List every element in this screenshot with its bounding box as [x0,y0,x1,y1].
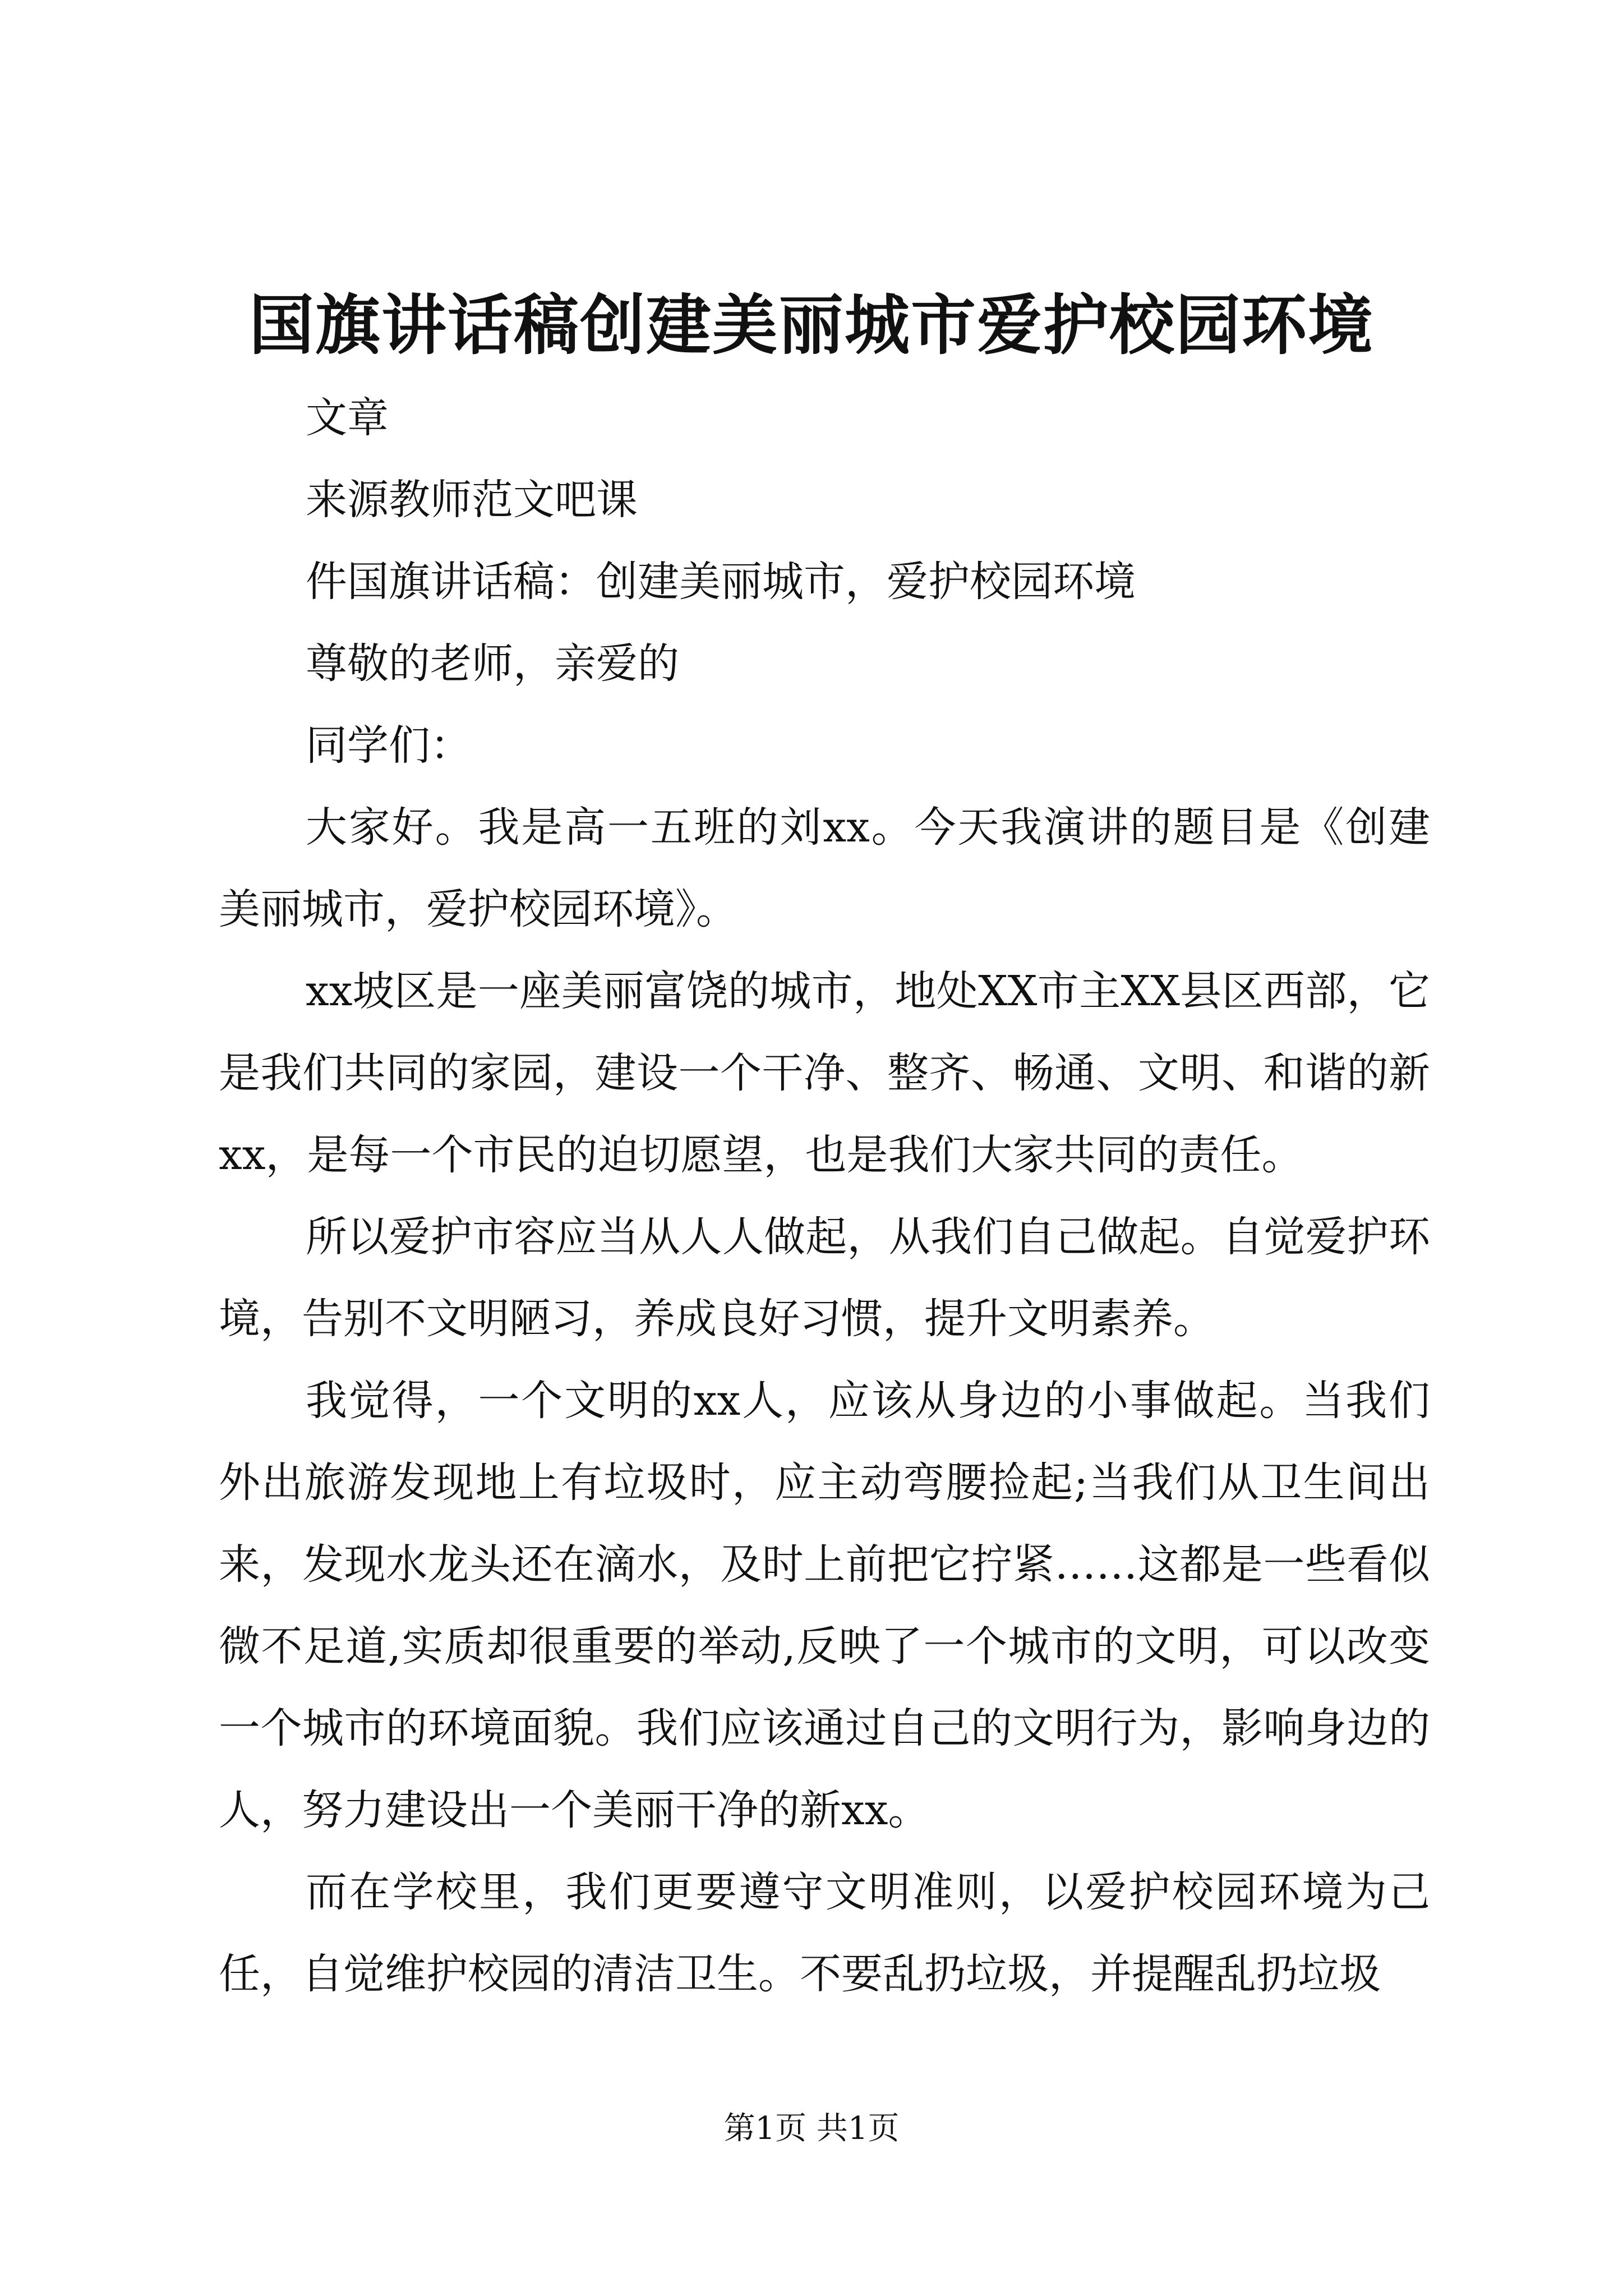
document-title: 国旗讲话稿创建美丽城市爱护校园环境 [249,287,1374,364]
paragraph: 文章 [306,394,389,442]
paragraph: 所以爱护市容应当从人人做起，从我们自己做起。自觉爱护环境，告别不文明陋习，养成良好习惯，提升文明素养。 [219,1213,1430,1343]
paragraph: 我觉得，一个文明的xx人，应该从身边的小事做起。当我们外出旅游发现地上有垃圾时，应主动弯腰捡起;当我们从卫生间出来，发现水龙头还在滴水，及时上前把它拧紧……这都是一些看似微不足道,实质却很重要的举动,反映了一个城市的文明，可以改变一个城市的环境面貌。我们应该通过自己的文明行为，影响身边的人，努力建设出一个美丽干净的新xx。 [219,1377,1430,1834]
paragraph: xx坡区是一座美丽富饶的城市，地处XX市主XX县区西部，它是我们共同的家园，建设一个干净、整齐、畅通、文明、和谐的新xx，是每一个市民的迫切愿望，也是我们大家共同的责任。 [219,967,1430,1179]
page-footer: 第1页 共1页 [723,2110,900,2147]
paragraph: 尊敬的老师，亲爱的 [306,639,679,688]
document-body [219,377,1430,2015]
paragraph: 来源教师范文吧课 [306,476,638,524]
paragraph: 件国旗讲话稿：创建美丽城市，爱护校园环境 [306,558,1136,606]
paragraph: 而在学校里，我们更要遵守文明准则，以爱护校园环境为己任，自觉维护校园的清洁卫生。不要乱扔垃圾，并提醒乱扔垃圾 [219,1868,1430,1998]
paragraph: 同学们： [306,721,472,770]
paragraph: 大家好。我是高一五班的刘xx。今天我演讲的题目是《创建美丽城市，爱护校园环境》。 [219,803,1430,933]
